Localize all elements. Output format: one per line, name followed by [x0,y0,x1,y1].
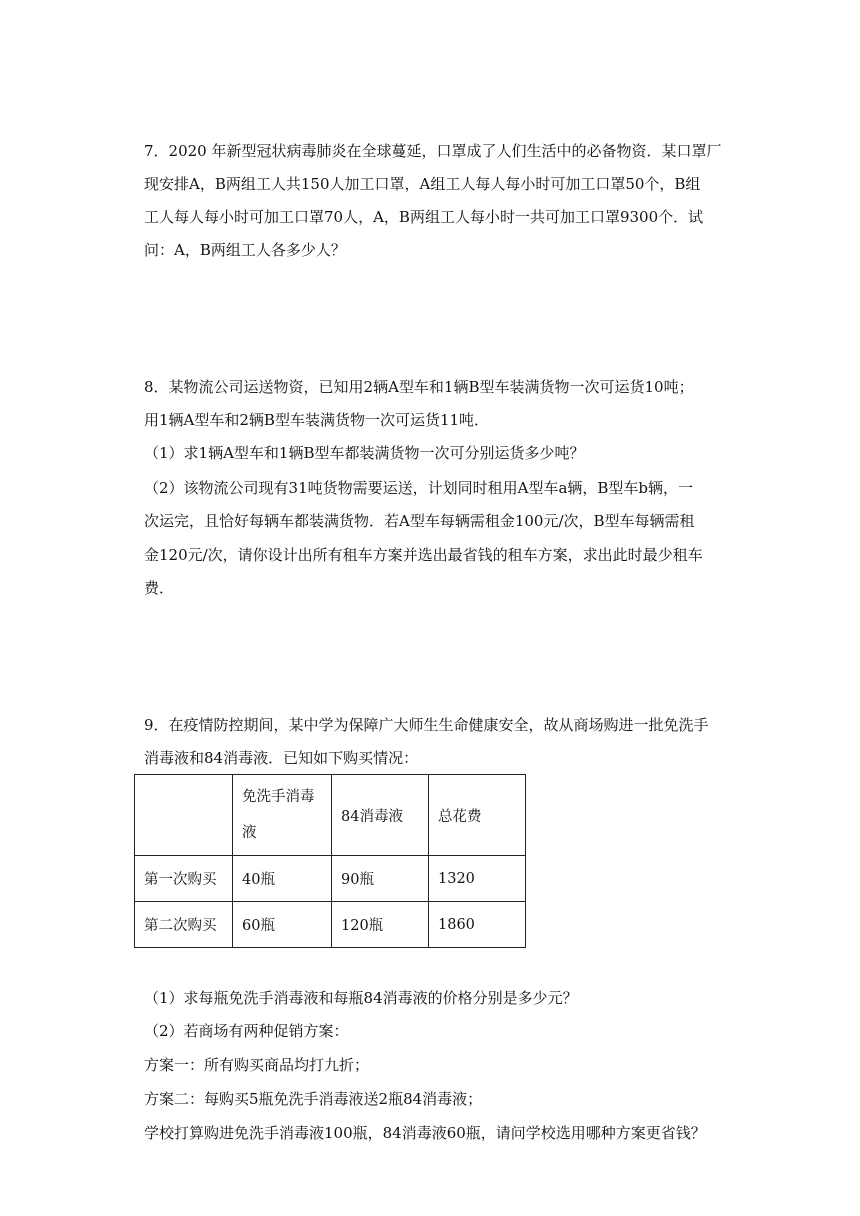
table-header-cell [233,775,332,856]
q8-part-2-line-2: 次运完，且恰好每辆车都装满货物．若A型车每辆需租金100元/次，B型车每辆需租 [144,512,695,530]
q8-part-2-line-1: （2）该物流公司现有31吨货物需要运送，计划同时租用A型车a辆，B型车b辆，一 [144,479,694,497]
table-cell: 第一次购买 [135,856,233,902]
q8-line-2: 用1辆A型车和2辆B型车装满货物一次可运货11吨． [144,411,490,429]
table-cell: 40瓶 [233,856,332,902]
q7-line-2: 现安排A，B两组工人共150人加工口罩，A组工人每人每小时可加工口罩50个，B组 [144,175,701,193]
q9-plan-2: 方案二：每购买5瓶免洗手消毒液送2瓶84消毒液； [144,1090,483,1108]
header-hand-sanitizer: 免洗手消毒液 [242,789,315,841]
q9-part-2: （2）若商场有两种促销方案： [144,1022,349,1040]
q9-plan-1: 方案一：所有购买商品均打九折； [144,1056,370,1074]
table-header-cell: 总花费 [429,775,526,856]
q9-question: 学校打算购进免洗手消毒液100瓶，84消毒液60瓶，请问学校选用哪种方案更省钱？ [144,1124,706,1142]
table-row [135,856,526,902]
table-row [135,902,526,948]
q7-line-1: 7．2020 年新型冠状病毒肺炎在全球蔓延，口罩成了人们生活中的必备物资．某口罩厂 [144,142,722,160]
table-cell: 1860 [429,902,526,948]
q7-line-3: 工人每人每小时可加工口罩70人，A，B两组工人每小时一共可加工口罩9300个．试 [144,208,704,226]
table-cell: 120瓶 [332,902,429,948]
table-header-cell: 84消毒液 [332,775,429,856]
q8-part-2-line-3: 金120元/次，请你设计出所有租车方案并选出最省钱的租车方案，求出此时最少租车 [144,546,703,564]
q9-intro-line-2: 消毒液和84消毒液．已知如下购买情况： [144,749,419,767]
q8-part-2-line-4: 费． [144,579,175,597]
table-header-row [135,775,526,856]
table-cell: 1320 [429,856,526,902]
table-cell: 第二次购买 [135,902,233,948]
q7-line-4: 问：A，B两组工人各多少人？ [144,241,346,259]
q8-line-1: 8．某物流公司运送物资，已知用2辆A型车和1辆B型车装满货物一次可运货10吨； [144,378,694,396]
purchase-table [134,774,526,948]
table-cell: 60瓶 [233,902,332,948]
q9-intro-line-1: 9．在疫情防控期间，某中学为保障广大师生生命健康安全，故从商场购进一批免洗手 [144,716,709,734]
table-cell: 90瓶 [332,856,429,902]
table-header-cell [135,775,233,856]
q9-part-1: （1）求每瓶免洗手消毒液和每瓶84消毒液的价格分别是多少元？ [144,989,578,1007]
q8-part-1: （1）求1辆A型车和1辆B型车都装满货物一次可分别运货多少吨？ [144,444,585,462]
